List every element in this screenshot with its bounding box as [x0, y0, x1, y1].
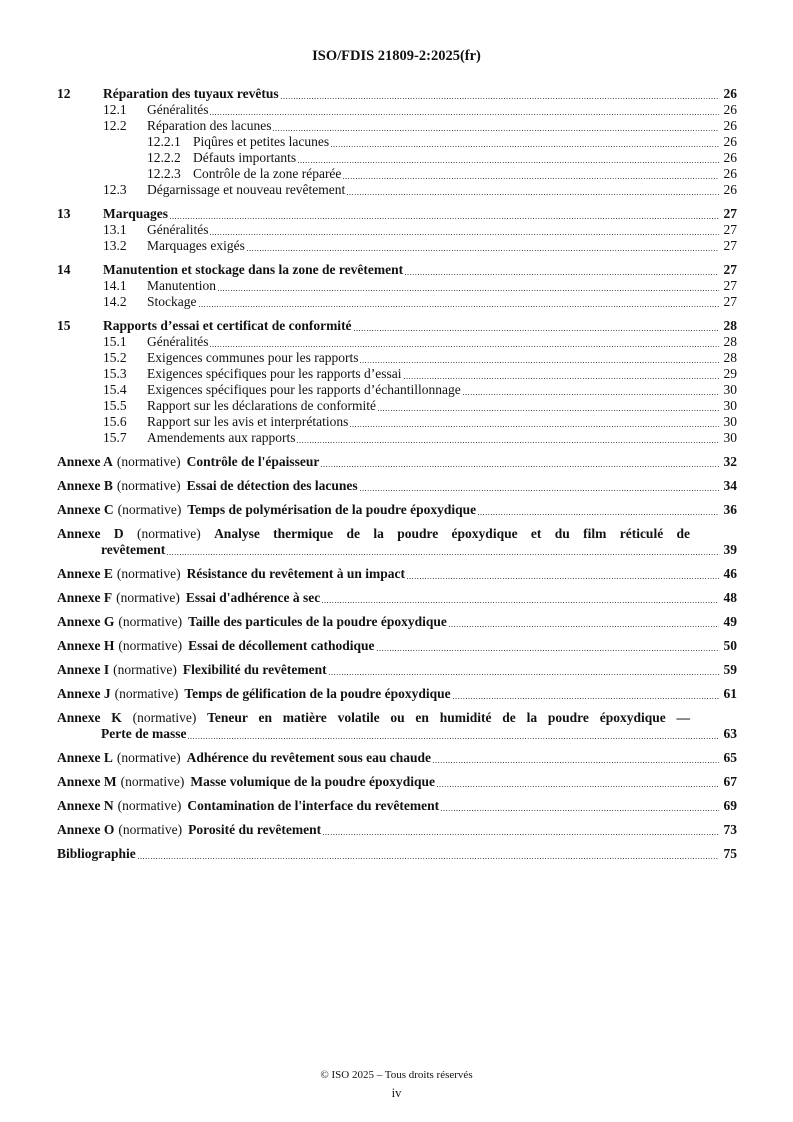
dot-leader [437, 786, 719, 787]
toc-entry-annex-f[interactable] [57, 590, 737, 606]
annex-title-line [57, 710, 737, 726]
entry-title: Marquages [103, 206, 169, 221]
dot-leader [323, 834, 719, 835]
dot-leader [298, 162, 719, 163]
dot-leader [329, 674, 719, 675]
dot-leader [170, 218, 719, 219]
dot-leader [210, 346, 719, 347]
page-number: 49 [723, 614, 737, 629]
annex-label: Annexe O [57, 822, 115, 837]
annex-status: (normative) [113, 662, 177, 677]
dot-leader [377, 650, 720, 651]
toc-entry-annex-a[interactable] [57, 454, 737, 470]
annex-label: Annexe B [57, 478, 113, 493]
annex-label: Annexe L [57, 750, 113, 765]
dot-leader [322, 602, 719, 603]
toc-entry-annex-n[interactable] [57, 798, 737, 814]
entry-title: Contamination de l'interface du revêtement [187, 798, 440, 813]
page-number: 75 [723, 846, 737, 861]
entry-title: Résistance du revêtement à un impact [186, 566, 405, 581]
dot-leader [404, 378, 719, 379]
section-number: 15.6 [103, 414, 127, 429]
entry-title: Contrôle de la zone réparée [193, 166, 342, 181]
page-number: 30 [723, 382, 737, 397]
page-number: 59 [723, 662, 737, 677]
toc-entry-13[interactable] [57, 206, 737, 222]
entry-title: Taille des particules de la poudre époxydique [188, 614, 447, 629]
section-number: 15.2 [103, 350, 127, 365]
page-number: 26 [723, 182, 737, 197]
page-number: 67 [723, 774, 737, 789]
toc-entry-bibliography[interactable] [57, 846, 737, 862]
entry-title: Flexibilité du revêtement [182, 662, 327, 677]
page-number: 29 [723, 366, 737, 381]
dot-leader [297, 442, 719, 443]
entry-title: Porosité du revêtement [188, 822, 322, 837]
entry-title: Généralités [147, 102, 209, 117]
page-number: 27 [723, 294, 737, 309]
annex-status: (normative) [116, 454, 181, 469]
toc-entry-15-6[interactable] [57, 414, 737, 430]
annex-status: (normative) [136, 526, 201, 541]
entry-title: Réparation des lacunes [147, 118, 272, 133]
page-number: 34 [723, 478, 737, 493]
annex-label: Annexe F [57, 590, 113, 605]
dot-leader [449, 626, 719, 627]
section-number: 15.1 [103, 334, 127, 349]
section-number: 13.1 [103, 222, 127, 237]
toc-entry-12-2[interactable] [57, 118, 737, 134]
entry-title: Temps de gélification de la poudre époxydique [184, 686, 451, 701]
dot-leader [218, 290, 719, 291]
toc-entry-annex-g[interactable] [57, 614, 737, 630]
dot-leader [331, 146, 719, 147]
entry-title: Exigences spécifiques pour les rapports d’essai [147, 366, 402, 381]
toc-group-15 [57, 318, 737, 446]
annex-status: (normative) [114, 686, 179, 701]
dot-leader [360, 362, 719, 363]
entry-title: Dégarnissage et nouveau revêtement [147, 182, 346, 197]
entry-title: Défauts importants [193, 150, 297, 165]
entry-title: Teneur en matière volatile ou en humidité de la poudre époxydique — [207, 710, 691, 725]
entry-title: Masse volumique de la poudre époxydique [190, 774, 436, 789]
toc-entry-15-7[interactable] [57, 430, 737, 446]
section-number: 12.2.1 [147, 134, 181, 149]
page-number: 46 [723, 566, 737, 581]
dot-leader [354, 330, 719, 331]
dot-leader [138, 858, 719, 859]
toc-entry-annex-h[interactable] [57, 638, 737, 654]
dot-leader [273, 130, 719, 131]
copyright-notice: © ISO 2025 – Tous droits réservés [320, 1069, 473, 1081]
entry-title: Rapport sur les avis et interprétations [147, 414, 349, 429]
annex-title-line [57, 526, 737, 542]
section-number: 13.2 [103, 238, 127, 253]
toc-entry-12-2-2[interactable] [57, 150, 737, 166]
entry-title: Piqûres et petites lacunes [193, 134, 330, 149]
section-number: 14 [57, 262, 71, 277]
page-number: 50 [723, 638, 737, 653]
dot-leader [407, 578, 719, 579]
page-number: 27 [723, 238, 737, 253]
document-id-header: ISO/FDIS 21809-2:2025(fr) [312, 48, 481, 64]
toc-entry-annex-o[interactable] [57, 822, 737, 838]
annex-title-continuation [57, 542, 737, 558]
entry-title: Contrôle de l'épaisseur [186, 454, 320, 469]
annex-label: Annexe G [57, 614, 115, 629]
page-number: 26 [723, 166, 737, 181]
page-number: 28 [723, 334, 737, 349]
annex-label: Annexe H [57, 638, 115, 653]
toc-entry-15-1[interactable] [57, 334, 737, 350]
annex-status: (normative) [118, 822, 183, 837]
section-number: 15.5 [103, 398, 127, 413]
entry-title: Réparation des tuyaux revêtus [103, 86, 279, 101]
section-number: 12.2 [103, 118, 127, 133]
annex-status: (normative) [116, 478, 181, 493]
entry-title: Rapport sur les déclarations de conformité [147, 398, 377, 413]
section-number: 12.1 [103, 102, 127, 117]
dot-leader [210, 234, 719, 235]
toc-entry-annex-d[interactable] [57, 526, 737, 558]
page-number: 48 [723, 590, 737, 605]
annex-label: Annexe A [57, 454, 113, 469]
toc-entry-annex-m[interactable] [57, 774, 737, 790]
toc-entry-13-1[interactable] [57, 222, 737, 238]
section-number: 15.3 [103, 366, 127, 381]
page-number: 26 [723, 86, 737, 101]
section-number: 12.2.2 [147, 150, 181, 165]
dot-leader [210, 114, 719, 115]
toc-entry-annex-b[interactable] [57, 478, 737, 494]
toc-entry-12-3[interactable] [57, 182, 737, 198]
annex-label: Annexe C [57, 502, 114, 517]
toc-entry-14-1[interactable] [57, 278, 737, 294]
section-number: 14.1 [103, 278, 127, 293]
section-number: 12.2.3 [147, 166, 181, 181]
section-number: 13 [57, 206, 71, 221]
toc-group-14 [57, 262, 737, 310]
entry-title: Généralités [147, 334, 209, 349]
entry-title: Essai de détection des lacunes [186, 478, 358, 493]
page-number: 73 [723, 822, 737, 837]
entry-title: Analyse thermique de la poudre époxydique et du film réticulé de [214, 526, 691, 541]
dot-leader [321, 466, 719, 467]
dot-leader [463, 394, 719, 395]
toc-entry-annex-k[interactable] [57, 710, 737, 742]
page-number: 30 [723, 398, 737, 413]
page-number: 69 [723, 798, 737, 813]
page-number: 27 [723, 262, 737, 277]
annex-label: Annexe K [57, 710, 122, 725]
dot-leader [478, 514, 719, 515]
page-number: 28 [723, 350, 737, 365]
dot-leader [453, 698, 719, 699]
toc-entry-annex-e[interactable] [57, 566, 737, 582]
entry-title: Manutention [147, 278, 216, 293]
entry-title: Amendements aux rapports [147, 430, 296, 445]
annex-label: Annexe M [57, 774, 117, 789]
dot-leader [247, 250, 719, 251]
page-number: 26 [723, 102, 737, 117]
dot-leader [378, 410, 719, 411]
annex-status: (normative) [116, 750, 181, 765]
toc-entry-annex-c[interactable] [57, 502, 737, 518]
toc-entry-12-1[interactable] [57, 102, 737, 118]
annex-status: (normative) [116, 566, 181, 581]
annex-label: Annexe I [57, 662, 110, 677]
annex-status: (normative) [117, 798, 182, 813]
dot-leader [343, 178, 719, 179]
dot-leader [347, 194, 719, 195]
page-number: 65 [723, 750, 737, 765]
toc-entry-12-2-1[interactable] [57, 134, 737, 150]
entry-title: Généralités [147, 222, 209, 237]
toc-entry-14[interactable] [57, 262, 737, 278]
table-of-contents [57, 86, 737, 862]
annex-label: Annexe J [57, 686, 111, 701]
section-number: 12.3 [103, 182, 127, 197]
entry-title: Rapports d’essai et certificat de conformité [103, 318, 352, 333]
section-number: 15 [57, 318, 71, 333]
entry-title: Marquages exigés [147, 238, 245, 253]
toc-entry-15-2[interactable] [57, 350, 737, 366]
page-number: 30 [723, 414, 737, 429]
annex-status: (normative) [118, 614, 183, 629]
toc-entry-14-2[interactable] [57, 294, 737, 310]
dot-leader [350, 426, 719, 427]
annex-label: Annexe E [57, 566, 113, 581]
toc-group-13 [57, 206, 737, 254]
annex-status: (normative) [120, 774, 185, 789]
page-number: 32 [723, 454, 737, 469]
entry-title: Bibliographie [57, 846, 136, 861]
entry-title: Exigences communes pour les rapports [147, 350, 359, 365]
page-number: 26 [723, 150, 737, 165]
dot-leader [360, 490, 719, 491]
annex-status: (normative) [117, 502, 182, 517]
page-number: 26 [723, 118, 737, 133]
annex-status: (normative) [132, 710, 197, 725]
annex-label: Annexe N [57, 798, 114, 813]
toc-entry-15-3[interactable] [57, 366, 737, 382]
toc-group-12 [57, 86, 737, 198]
toc-entry-12-2-3[interactable] [57, 166, 737, 182]
entry-title-continuation: Perte de masse [101, 726, 187, 741]
section-number: 12 [57, 86, 71, 101]
annex-title-continuation [57, 726, 737, 742]
page-number: 27 [723, 222, 737, 237]
toc-entry-15-5[interactable] [57, 398, 737, 414]
toc-entry-annex-j[interactable] [57, 686, 737, 702]
page-number: 63 [723, 726, 737, 741]
entry-title: Temps de polymérisation de la poudre époxydique [187, 502, 477, 517]
annex-status: (normative) [116, 590, 180, 605]
page-number: 26 [723, 134, 737, 149]
entry-title-continuation: revêtement [101, 542, 166, 557]
page-number: 30 [723, 430, 737, 445]
page-number: 27 [723, 206, 737, 221]
section-number: 15.7 [103, 430, 127, 445]
dot-leader [281, 98, 719, 99]
entry-title: Stockage [147, 294, 197, 309]
toc-entry-15-4[interactable] [57, 382, 737, 398]
entry-title: Essai de décollement cathodique [188, 638, 375, 653]
annex-label: Annexe D [57, 526, 124, 541]
entry-title: Manutention et stockage dans la zone de revêtement [103, 262, 404, 277]
annex-status: (normative) [118, 638, 183, 653]
entry-title: Exigences spécifiques pour les rapports d’échantillonnage [147, 382, 461, 397]
toc-entry-13-2[interactable] [57, 238, 737, 254]
page-number: 39 [723, 542, 737, 557]
page-number: 36 [723, 502, 737, 517]
toc-entry-annex-l[interactable] [57, 750, 737, 766]
dot-leader [433, 762, 719, 763]
page-number: 61 [723, 686, 737, 701]
page-footer-number: iv [391, 1086, 402, 1100]
toc-entry-15[interactable] [57, 318, 737, 334]
dot-leader [405, 274, 719, 275]
dot-leader [167, 554, 719, 555]
entry-title: Essai d'adhérence à sec [185, 590, 321, 605]
page-number: 27 [723, 278, 737, 293]
section-number: 15.4 [103, 382, 127, 397]
entry-title: Adhérence du revêtement sous eau chaude [186, 750, 431, 765]
section-number: 14.2 [103, 294, 127, 309]
page-number: 28 [723, 318, 737, 333]
toc-entry-12[interactable] [57, 86, 737, 102]
dot-leader [199, 306, 720, 307]
dot-leader [188, 738, 719, 739]
toc-entry-annex-i[interactable] [57, 662, 737, 678]
dot-leader [441, 810, 719, 811]
